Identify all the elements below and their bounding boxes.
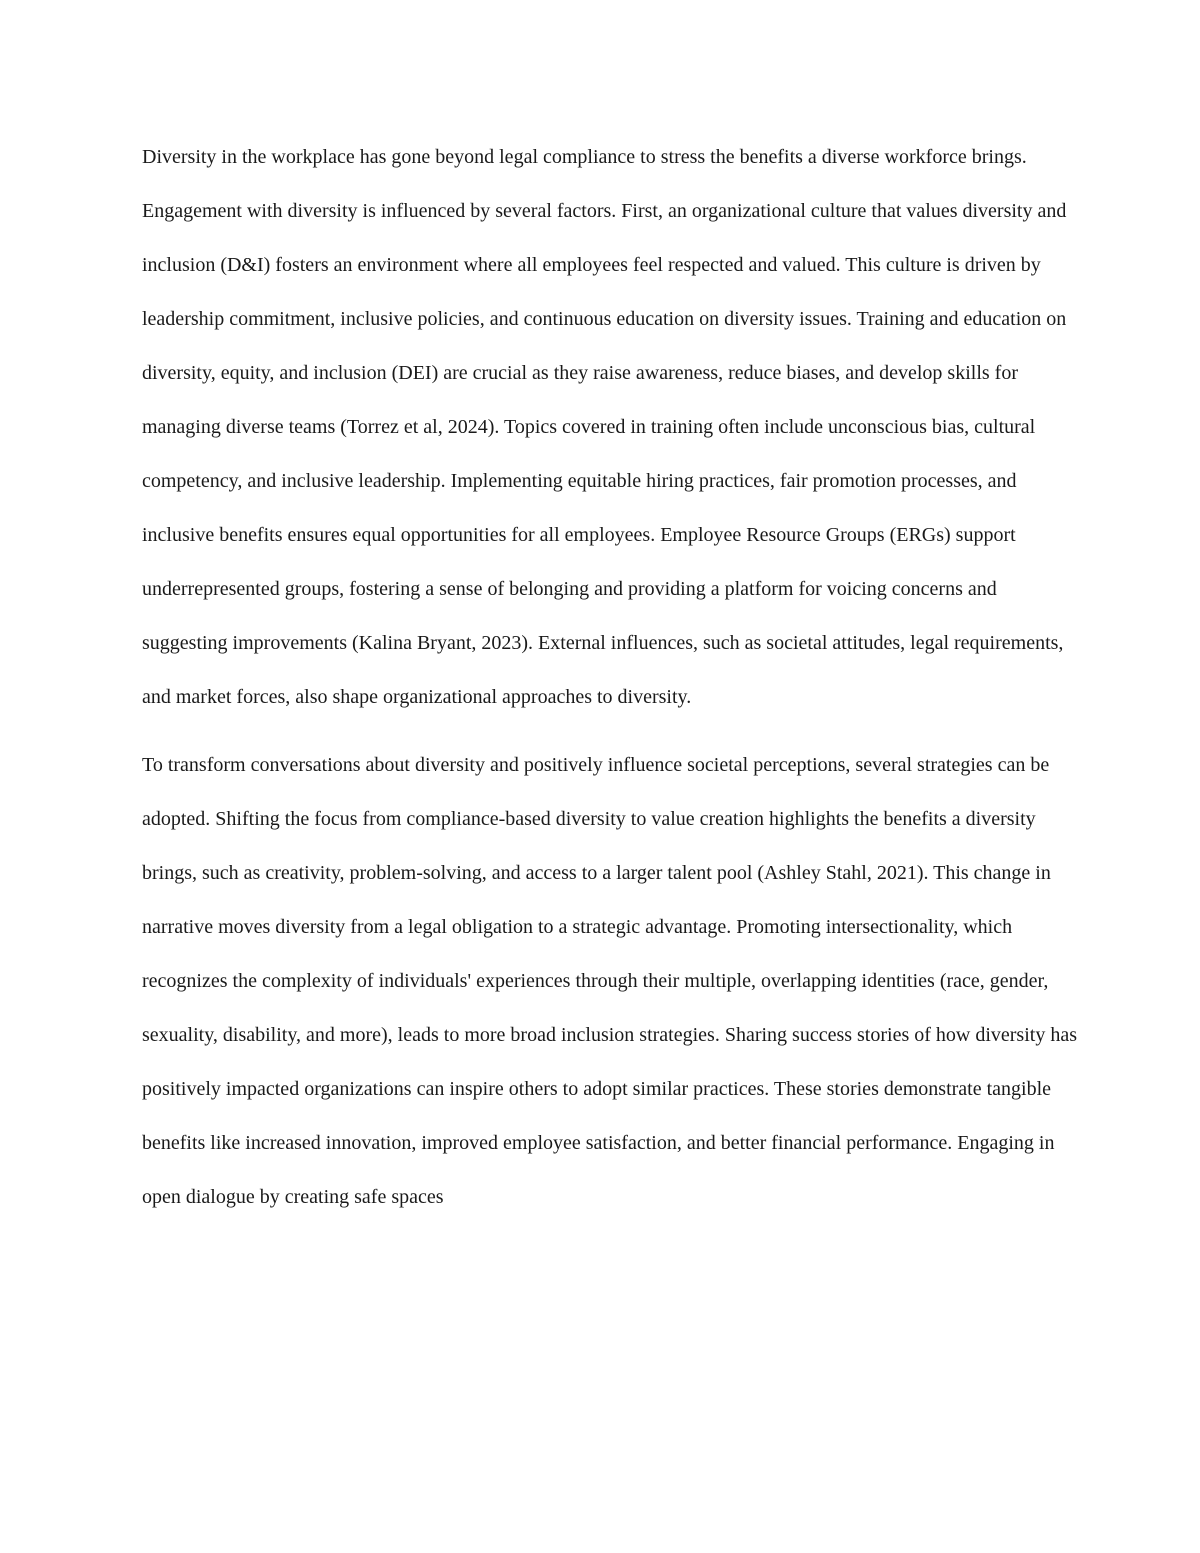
body-paragraph-2: To transform conversations about diversity and positively influence societal perceptions, several strategies can be adopted. Shifting the focus from compliance-based diversity to value creation highlights the benefits a diversity brings, such as creativity, problem-solving, and access to a larger talent pool (Ashley Stahl, 2021). This change in narrative moves diversity from a legal obligation to a strategic advantage. Promoting intersectionality, which recognizes the complexity of individuals' experiences through their multiple, overlapping identities (race, gender, sexuality, disability, and more), leads to more broad inclusion strategies. Sharing success stories of how diversity has positively impacted organizations can inspire others to adopt similar practices. These stories demonstrate tangible benefits like increased innovation, improved employee satisfaction, and better financial performance. Engaging in open dialogue by creating safe spaces bbox=[142, 754, 1077, 1208]
document-body bbox=[142, 130, 1077, 1224]
body-paragraph-1: Diversity in the workplace has gone beyond legal compliance to stress the benefits a diverse workforce brings. Engagement with diversity is influenced by several factors. First, an organizational culture that values diversity and inclusion (D&I) fosters an environment where all employees feel respected and valued. This culture is driven by leadership commitment, inclusive policies, and continuous education on diversity issues. Training and education on diversity, equity, and inclusion (DEI) are crucial as they raise awareness, reduce biases, and develop skills for managing diverse teams (Torrez et al, 2024). Topics covered in training often include unconscious bias, cultural competency, and inclusive leadership. Implementing equitable hiring practices, fair promotion processes, and inclusive benefits ensures equal opportunities for all employees. Employee Resource Groups (ERGs) support underrepresented groups, fostering a sense of belonging and providing a platform for voicing concerns and suggesting improvements (Kalina Bryant, 2023). External influences, such as societal attitudes, legal requirements, and market forces, also shape organizational approaches to diversity. bbox=[142, 146, 1067, 708]
